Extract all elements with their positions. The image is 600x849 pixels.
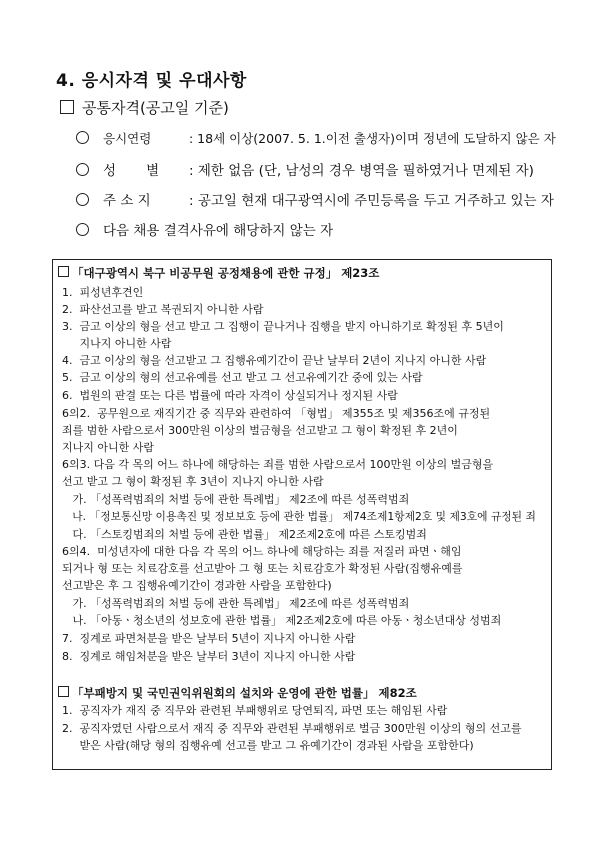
circle-bullet-icon — [76, 163, 89, 176]
list-line: 나. 「아동ㆍ청소년의 성보호에 관한 법률」 제2조제2호에 따른 아동ㆍ청소년대상 성범죄 — [62, 614, 502, 627]
list-line: 받은 사람(해당 형의 집행유예 선고를 받고 그 유예기간이 경과된 사람을 포함한다) — [62, 739, 474, 752]
list-line: 1. 공직자가 재직 중 직무와 관련된 부패행위로 당연퇴직, 파면 또는 해임된 사람 — [62, 704, 448, 717]
checkbox-square-icon — [58, 686, 69, 697]
circle-bullet-icon — [76, 193, 89, 206]
section-title: 4. 응시자격 및 우대사항 — [56, 71, 247, 91]
list-line: 지나지 아니한 사람 — [62, 441, 155, 454]
law1-heading-text: 「대구광역시 북구 비공무원 공정채용에 관한 규정」 제23조 — [72, 266, 380, 280]
list-line: 6의2. 공무원으로 재직기간 중 직무와 관련하여 「형법」 제355조 및 제356조에 규정된 — [62, 407, 491, 420]
requirement-text: : 18세 이상(2007. 5. 1.이전 출생자)이며 정년에 도달하지 않은 자 — [189, 131, 556, 146]
law2-heading — [58, 685, 417, 701]
requirement-text: : 공고일 현재 대구광역시에 주민등록을 두고 거주하고 있는 자 — [189, 193, 554, 209]
list-line: 6의4. 미성년자에 대한 다음 각 목의 어느 하나에 해당하는 죄를 저질러 파면ㆍ해임 — [62, 545, 462, 558]
requirement-age — [76, 129, 556, 147]
law1-heading — [58, 265, 379, 281]
circle-bullet-icon — [76, 223, 89, 236]
list-line: 나. 「정보통신망 이용촉진 및 정보보호 등에 관한 법률」 제74조제1항제2호 및 제3호에 규정된 죄 — [62, 510, 536, 523]
list-line: 선고받은 후 그 집행유예기간이 경과한 사람을 포함한다) — [62, 579, 332, 592]
list-line: 7. 징계로 파면처분을 받은 날부터 5년이 지나지 아니한 사람 — [62, 632, 356, 645]
requirement-disqualification — [76, 219, 333, 239]
checkbox-square-icon — [60, 100, 74, 114]
checkbox-square-icon — [58, 266, 69, 277]
requirement-label: 성 별 — [103, 163, 160, 179]
list-line: 4. 금고 이상의 형을 선고받고 그 집행유예기간이 끝난 날부터 2년이 지나지 아니한 사람 — [62, 354, 487, 367]
list-line: 지나지 아니한 사람 — [62, 337, 172, 350]
requirement-label: 응시연령 — [103, 131, 152, 146]
requirement-gender — [76, 159, 534, 179]
list-line: 죄를 범한 사람으로서 300만원 이상의 벌금형을 선고받고 그 형이 확정된 후 2년이 — [62, 424, 458, 437]
circle-bullet-icon — [76, 131, 89, 144]
list-line: 1. 피성년후견인 — [62, 286, 144, 299]
list-line: 되거나 형 또는 치료감호를 선고받아 그 형 또는 치료감호가 확정된 사람(집행유예를 — [62, 562, 463, 575]
list-line: 가. 「성폭력범죄의 처벌 등에 관한 특례법」 제2조에 따른 성폭력범죄 — [62, 493, 410, 506]
subsection-heading — [60, 97, 229, 118]
subsection-label: 공통자격(공고일 기준) — [82, 99, 229, 117]
list-line: 3. 금고 이상의 형을 선고 받고 그 집행이 끝나거나 집행을 받지 아니하기로 확정된 후 5년이 — [62, 320, 504, 333]
list-line: 6. 법원의 판결 또는 다른 법률에 따라 자격이 상실되거나 정지된 사람 — [62, 389, 398, 402]
list-line: 5. 금고 이상의 형의 선고유예를 선고 받고 그 선고유예기간 중에 있는 사람 — [62, 371, 423, 384]
requirement-text: : 제한 없음 (단, 남성의 경우 병역을 필하였거나 면제된 자) — [189, 163, 534, 179]
requirement-label: 주 소 지 — [103, 193, 151, 209]
requirement-text: 다음 채용 결격사유에 해당하지 않는 자 — [103, 223, 334, 239]
list-line: 2. 공직자였던 사람으로서 재직 중 직무와 관련된 부패행위로 벌금 300만원 이상의 형의 선고를 — [62, 722, 522, 735]
list-line: 선고 받고 그 형이 확정된 후 3년이 지나지 아니한 사람 — [62, 475, 324, 488]
list-line: 6의3. 다음 각 목의 어느 하나에 해당하는 죄를 범한 사람으로서 100만원 이상의 벌금형을 — [62, 458, 494, 471]
requirement-residence — [76, 189, 554, 209]
list-line: 다. 「스토킹범죄의 처벌 등에 관한 법률」 제2조제2호에 따른 스토킹범죄 — [62, 528, 427, 541]
list-line: 8. 징계로 해임처분을 받은 날부터 3년이 지나지 아니한 사람 — [62, 650, 356, 663]
list-line: 2. 파산선고를 받고 복권되지 아니한 사람 — [62, 303, 264, 316]
law2-heading-text: 「부패방지 및 국민권익위원회의 설치와 운영에 관한 법률」 제82조 — [72, 686, 417, 700]
list-line: 가. 「성폭력범죄의 처벌 등에 관한 특례법」 제2조에 따른 성폭력범죄 — [62, 597, 410, 610]
